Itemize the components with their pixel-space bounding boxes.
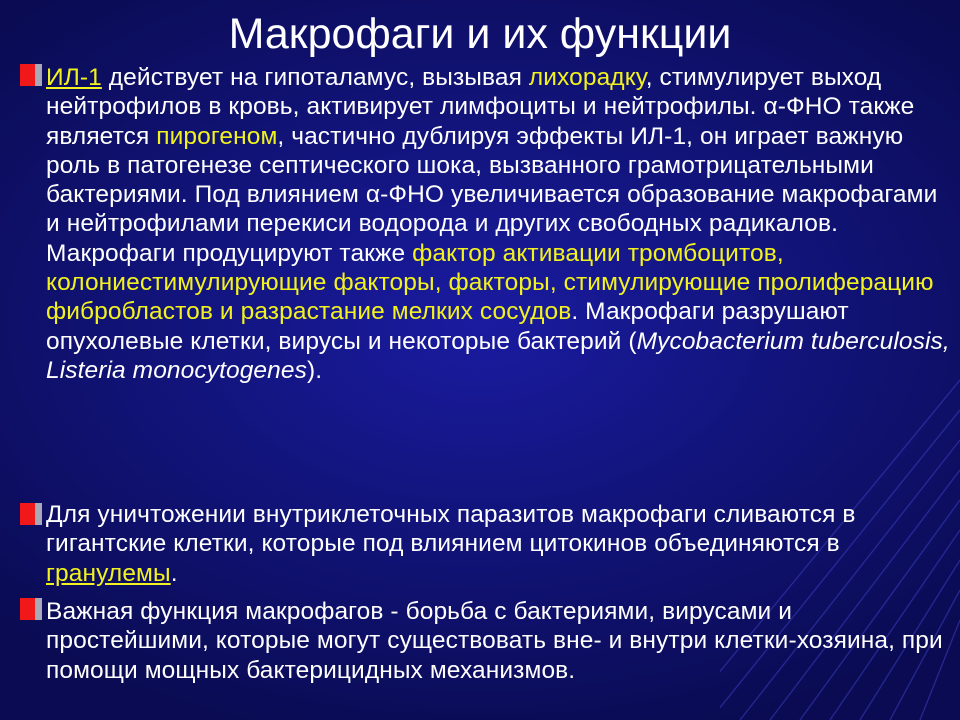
highlighted-text: лихорадку bbox=[528, 64, 646, 91]
bullet-paragraph bbox=[46, 500, 952, 588]
text-run: . bbox=[170, 559, 178, 587]
text-run: действует на гипоталамус, вызывая bbox=[101, 64, 529, 91]
text-run: , стимулирует выход нейтрофилов в кровь, активирует лимфоциты и нейтрофилы. α-ФНО также является bbox=[46, 64, 915, 150]
bullet-paragraph bbox=[46, 597, 952, 685]
square-bullet-icon bbox=[20, 503, 42, 525]
highlighted-text: фактор активации тромбоцитов, колониестимулирующие факторы, факторы, стимулирующие пролиферацию фибробластов и разрастание мелких сосудов bbox=[46, 239, 934, 326]
slide-title: Макрофаги и их функции bbox=[228, 10, 732, 58]
text-run: . Макрофаги разрушают опухолевые клетки, вирусы и некоторые бактерий ( bbox=[46, 298, 849, 355]
highlighted-text: пирогеном bbox=[156, 122, 278, 150]
text-run: ). bbox=[306, 356, 323, 384]
square-bullet-icon bbox=[20, 64, 42, 86]
link-text[interactable]: гранулемы bbox=[46, 559, 171, 587]
square-bullet-icon bbox=[20, 598, 42, 620]
text-run: Mycobacterium tuberculosis, Listeria monocytogenes bbox=[46, 327, 950, 384]
text-run: Важная функция макрофагов - борьба с бактериями, вирусами и простейшими, которые могут существовать вне- и внутри клетки-хозяина, при помощи мощных бактерицидных механизмов. bbox=[46, 598, 943, 684]
text-run: Для уничтожении внутриклеточных паразитов макрофаги сливаются в гигантские клетки, которые под влиянием цитокинов объединяются в bbox=[46, 501, 856, 558]
bullet-paragraph bbox=[46, 63, 952, 385]
text-run: , частично дублируя эффекты ИЛ-1, он играет важную роль в патогенезе септического шока, вызванного грамотрицательными бактериями. Под влиянием α-ФНО увеличивается образование макрофагами и нейтрофилами перекиси водорода и других свободных радикалов. Макрофаги продуцируют также bbox=[46, 122, 938, 267]
link-text[interactable]: ИЛ-1 bbox=[46, 64, 102, 91]
